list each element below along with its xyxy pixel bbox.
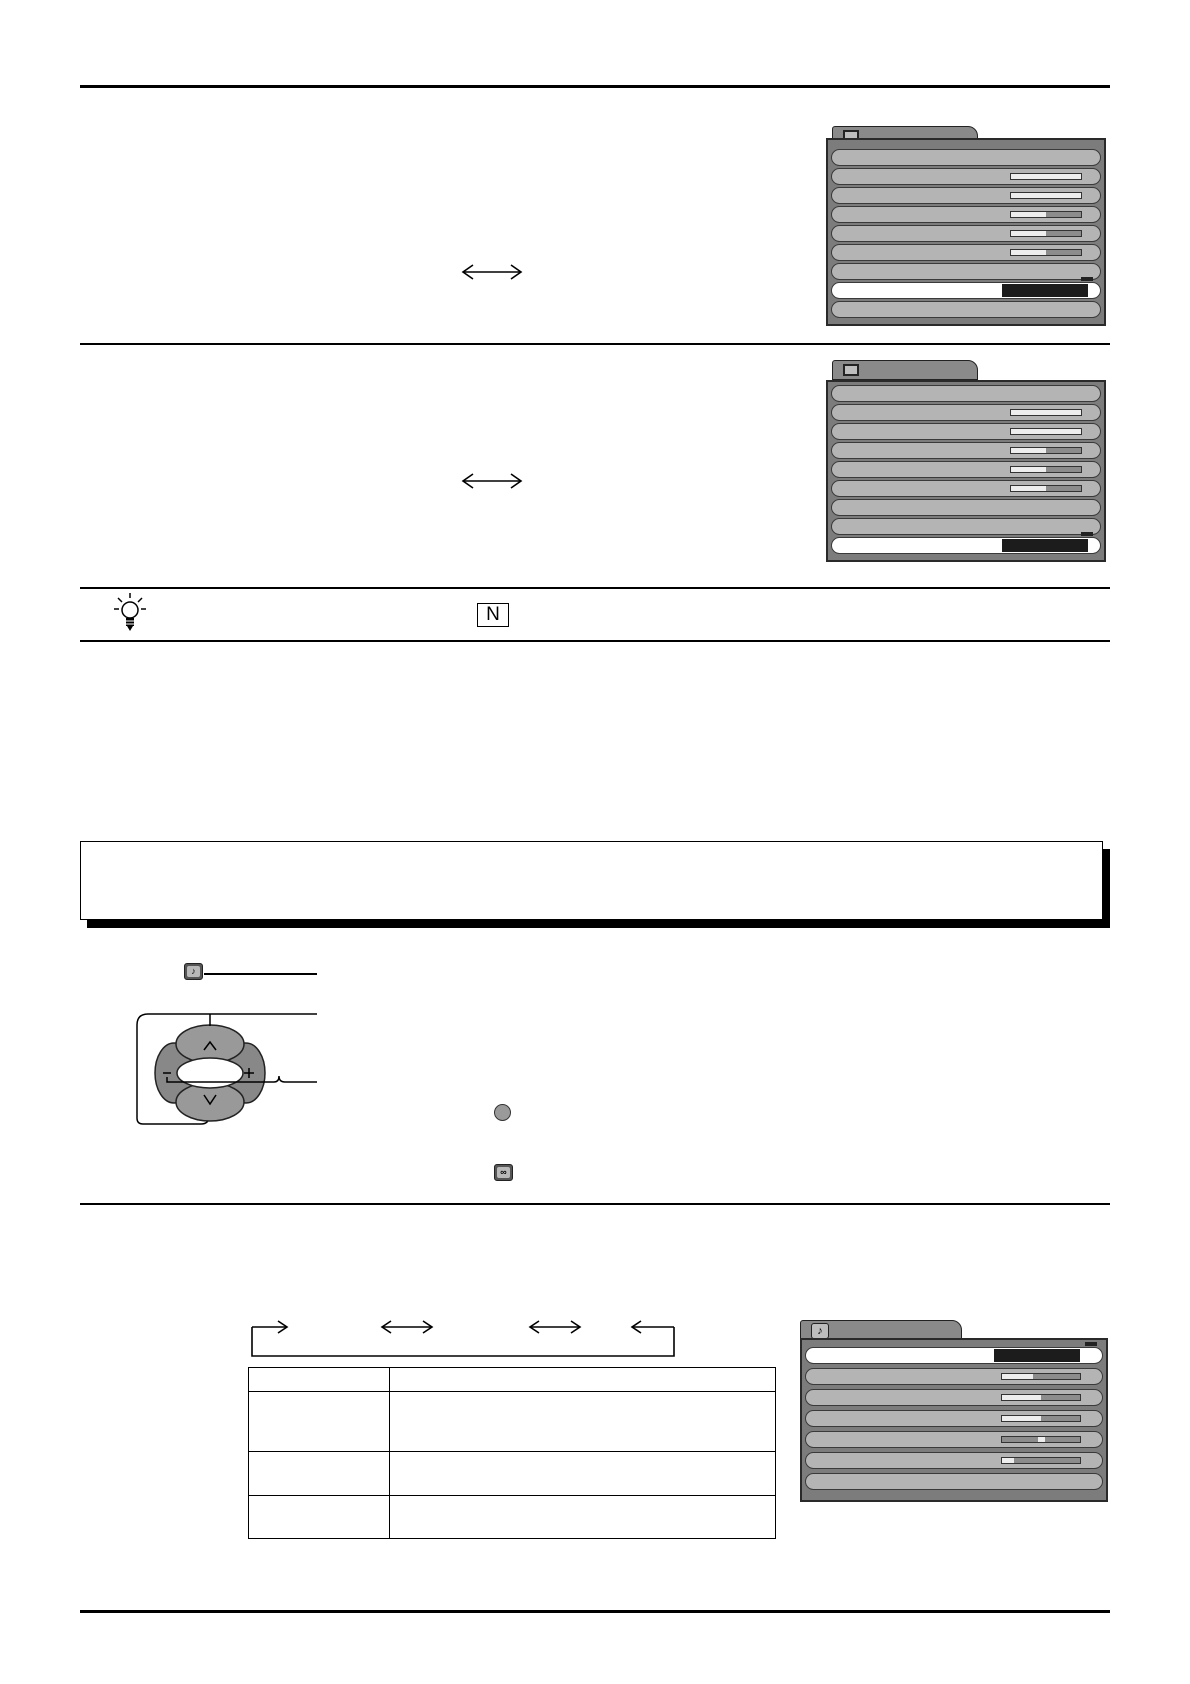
n-button-box: N [477, 603, 509, 627]
round-button[interactable] [494, 1104, 511, 1121]
level-bar [1010, 211, 1082, 218]
menu-tab [832, 360, 978, 380]
menu-row-selected[interactable] [805, 1347, 1103, 1364]
menu-row[interactable] [831, 301, 1101, 318]
menu-row[interactable] [831, 404, 1101, 421]
level-bar [1010, 173, 1082, 180]
scroll-marker [1085, 1342, 1097, 1346]
level-bar [1001, 1415, 1081, 1422]
value-box [1002, 539, 1088, 552]
balance-bar [1001, 1436, 1081, 1443]
table-row [249, 1392, 776, 1452]
level-bar [1010, 466, 1082, 473]
level-bar [1010, 409, 1082, 416]
double-arrow-icon [459, 471, 525, 491]
menu-panel [800, 1338, 1108, 1502]
menu-row[interactable] [805, 1368, 1103, 1385]
music-note-icon: ♪ [811, 1323, 829, 1339]
menu-row[interactable] [805, 1389, 1103, 1406]
value-box [994, 1349, 1080, 1362]
menu-row[interactable] [831, 499, 1101, 516]
section-divider [80, 343, 1110, 345]
scroll-marker [1081, 277, 1093, 281]
footer-rule [80, 1610, 1110, 1613]
picture-icon [843, 364, 859, 376]
section-divider [80, 640, 1110, 642]
picture-menu-2 [826, 360, 1106, 562]
value-box [1002, 284, 1088, 297]
menu-row[interactable] [831, 461, 1101, 478]
menu-row[interactable] [831, 168, 1101, 185]
menu-row[interactable] [805, 1410, 1103, 1427]
menu-panel [826, 380, 1106, 562]
picture-menu-1 [826, 126, 1106, 326]
menu-row[interactable] [831, 225, 1101, 242]
table-row [249, 1452, 776, 1496]
menu-row[interactable] [805, 1431, 1103, 1448]
menu-row[interactable] [831, 423, 1101, 440]
ok-button[interactable] [494, 1164, 513, 1181]
menu-row[interactable] [831, 263, 1101, 280]
menu-row[interactable] [805, 1452, 1103, 1469]
level-bar [1010, 485, 1082, 492]
menu-row-selected[interactable] [831, 282, 1101, 299]
double-arrow-icon [459, 262, 525, 282]
level-bar [1010, 447, 1082, 454]
menu-row[interactable] [805, 1473, 1103, 1490]
table-row [249, 1496, 776, 1539]
sound-button[interactable] [184, 963, 203, 980]
menu-row[interactable] [831, 149, 1101, 166]
header-rule [80, 85, 1110, 88]
nav-right-button[interactable] [228, 1043, 264, 1101]
section-divider [80, 587, 1110, 589]
menu-row[interactable] [831, 442, 1101, 459]
mode-table [248, 1367, 776, 1539]
nav-left-button[interactable] [155, 1043, 191, 1101]
menu-panel [826, 138, 1106, 326]
cycle-diagram [247, 1315, 679, 1359]
level-bar [1001, 1457, 1081, 1464]
heading-box [80, 841, 1103, 920]
link-icon: ∞ [497, 1167, 510, 1178]
level-bar [1010, 249, 1082, 256]
callout-line [204, 973, 317, 975]
menu-row-selected[interactable] [831, 537, 1101, 554]
menu-row[interactable] [831, 187, 1101, 204]
level-bar [1010, 192, 1082, 199]
level-bar [1001, 1373, 1081, 1380]
menu-row[interactable] [831, 206, 1101, 223]
section-divider [80, 1203, 1110, 1205]
lightbulb-tip-icon [113, 592, 147, 634]
level-bar [1010, 230, 1082, 237]
level-bar [1010, 428, 1082, 435]
sound-menu [800, 1320, 1108, 1502]
level-bar [1001, 1394, 1081, 1401]
menu-row[interactable] [831, 518, 1101, 535]
table-header-row [249, 1368, 776, 1392]
scroll-marker [1081, 532, 1093, 536]
menu-row[interactable] [831, 385, 1101, 402]
menu-row[interactable] [831, 244, 1101, 261]
music-note-icon: ♪ [187, 966, 200, 977]
menu-row[interactable] [831, 480, 1101, 497]
